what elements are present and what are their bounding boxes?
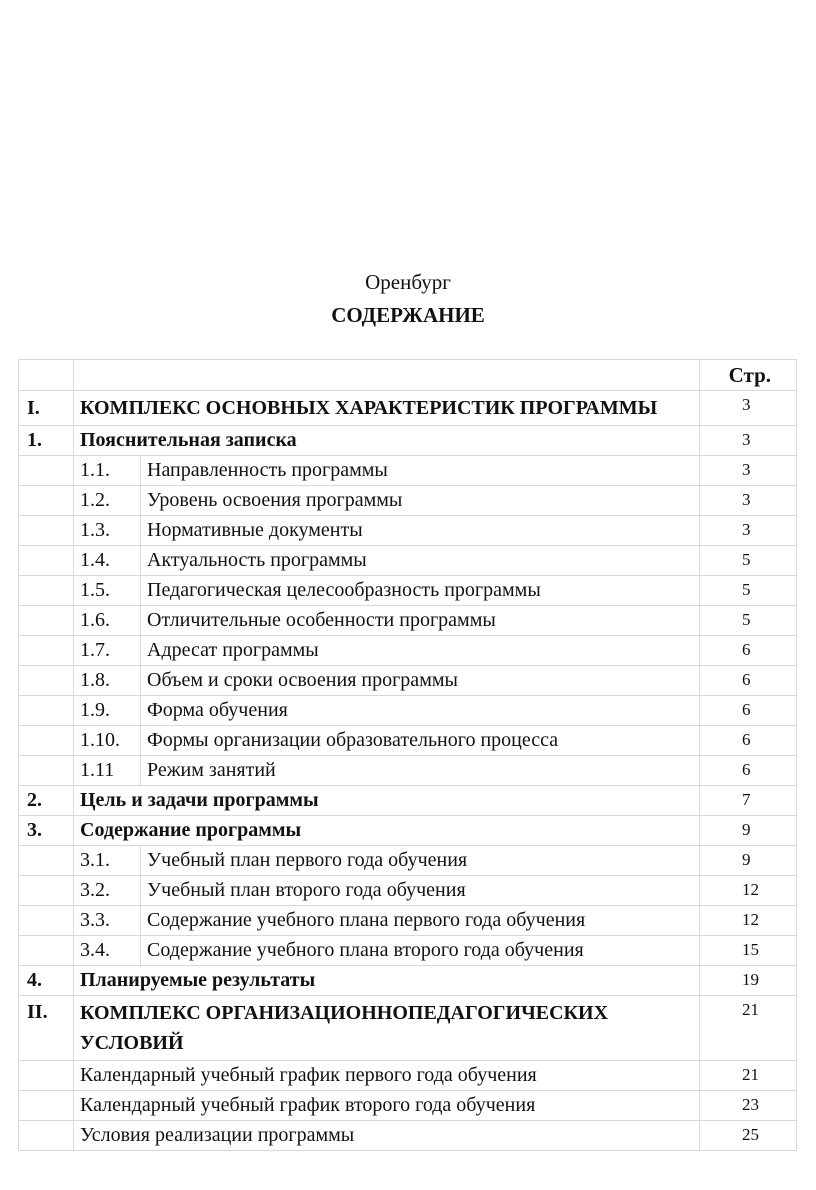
toc-title: Отличительные особенности программы: [141, 606, 700, 636]
toc-row: [19, 456, 797, 486]
toc-page: 6: [700, 636, 797, 666]
toc-number: 1.8.: [74, 666, 141, 696]
toc-title: Учебный план второго года обучения: [141, 876, 700, 906]
toc-title: Адресат программы: [141, 636, 700, 666]
toc-page: 25: [700, 1121, 797, 1151]
toc-number: 1.4.: [74, 546, 141, 576]
toc-title: Цель и задачи программы: [74, 786, 700, 816]
toc-number: I.: [19, 391, 74, 426]
toc-number: 1.3.: [74, 516, 141, 546]
toc-page: 3: [700, 456, 797, 486]
toc-number: 1.5.: [74, 576, 141, 606]
toc-title: Объем и сроки освоения программы: [141, 666, 700, 696]
toc-page: 3: [700, 486, 797, 516]
toc-number: 3.3.: [74, 906, 141, 936]
toc-row: [19, 696, 797, 726]
empty-cell: [74, 360, 700, 391]
toc-page: 5: [700, 576, 797, 606]
toc-row: [19, 726, 797, 756]
toc-row: [19, 846, 797, 876]
toc-page: 23: [700, 1091, 797, 1121]
empty-cell: [19, 360, 74, 391]
toc-page: 6: [700, 726, 797, 756]
toc-title: КОМПЛЕКС ОСНОВНЫХ ХАРАКТЕРИСТИК ПРОГРАММЫ: [74, 391, 700, 426]
toc-number: 3.4.: [74, 936, 141, 966]
toc-number: 1.7.: [74, 636, 141, 666]
toc-header-row: [19, 360, 797, 391]
toc-title: Уровень освоения программы: [141, 486, 700, 516]
toc-row: [19, 966, 797, 996]
toc-title: Педагогическая целесообразность программы: [141, 576, 700, 606]
toc-page: 15: [700, 936, 797, 966]
toc-number: 3.: [19, 816, 74, 846]
toc-title: Форма обучения: [141, 696, 700, 726]
toc-row: [19, 1091, 797, 1121]
toc-row: [19, 1121, 797, 1151]
toc-page: 3: [700, 391, 797, 426]
toc-row: [19, 936, 797, 966]
toc-row: [19, 906, 797, 936]
toc-page: 6: [700, 756, 797, 786]
toc-number: 1.2.: [74, 486, 141, 516]
toc-row: [19, 996, 797, 1061]
toc-page: 21: [700, 1061, 797, 1091]
toc-number: 1.6.: [74, 606, 141, 636]
toc-page: 3: [700, 516, 797, 546]
toc-page: 12: [700, 876, 797, 906]
toc-page: 12: [700, 906, 797, 936]
toc-page: 6: [700, 696, 797, 726]
toc-title: Календарный учебный график второго года обучения: [74, 1091, 700, 1121]
document-title: СОДЕРЖАНИЕ: [331, 303, 485, 327]
toc-row: [19, 426, 797, 456]
toc-number: 1.: [19, 426, 74, 456]
toc-title: Календарный учебный график первого года обучения: [74, 1061, 700, 1091]
toc-title: Содержание учебного плана первого года обучения: [141, 906, 700, 936]
toc-number: 3.1.: [74, 846, 141, 876]
toc-number: 2.: [19, 786, 74, 816]
toc-number: 3.2.: [74, 876, 141, 906]
toc-row: [19, 391, 797, 426]
toc-number: 1.9.: [74, 696, 141, 726]
toc-number: 1.11: [74, 756, 141, 786]
toc-page: 21: [700, 996, 797, 1061]
toc-number: 1.1.: [74, 456, 141, 486]
toc-row: [19, 1061, 797, 1091]
toc-number: 4.: [19, 966, 74, 996]
toc-row: [19, 876, 797, 906]
toc-title: Формы организации образовательного процесса: [141, 726, 700, 756]
toc-title: Пояснительная записка: [74, 426, 700, 456]
toc-title: Содержание учебного плана второго года обучения: [141, 936, 700, 966]
toc-row: [19, 756, 797, 786]
table-of-contents: [18, 359, 797, 1151]
toc-page: 5: [700, 606, 797, 636]
toc-row: [19, 546, 797, 576]
toc-row: [19, 636, 797, 666]
city-name: Оренбург: [365, 270, 451, 294]
toc-row: [19, 606, 797, 636]
toc-number: II.: [19, 996, 74, 1061]
toc-row: [19, 666, 797, 696]
toc-row: [19, 816, 797, 846]
toc-title: Режим занятий: [141, 756, 700, 786]
toc-row: [19, 486, 797, 516]
toc-page: 9: [700, 816, 797, 846]
toc-row: [19, 516, 797, 546]
toc-page: 19: [700, 966, 797, 996]
toc-title: Нормативные документы: [141, 516, 700, 546]
toc-page: 5: [700, 546, 797, 576]
toc-title: Условия реализации программы: [74, 1121, 700, 1151]
toc-title: Направленность программы: [141, 456, 700, 486]
toc-row: [19, 786, 797, 816]
toc-row: [19, 576, 797, 606]
toc-title: Планируемые результаты: [74, 966, 700, 996]
toc-title: Учебный план первого года обучения: [141, 846, 700, 876]
toc-number: 1.10.: [74, 726, 141, 756]
toc-title: КОМПЛЕКС ОРГАНИЗАЦИОННОПЕДАГОГИЧЕСКИХ УСЛОВИЙ: [74, 996, 700, 1061]
toc-title: Актуальность программы: [141, 546, 700, 576]
page-column-header: Стр.: [700, 360, 797, 391]
toc-page: 7: [700, 786, 797, 816]
toc-page: 6: [700, 666, 797, 696]
toc-page: 3: [700, 426, 797, 456]
toc-page: 9: [700, 846, 797, 876]
toc-title: Содержание программы: [74, 816, 700, 846]
